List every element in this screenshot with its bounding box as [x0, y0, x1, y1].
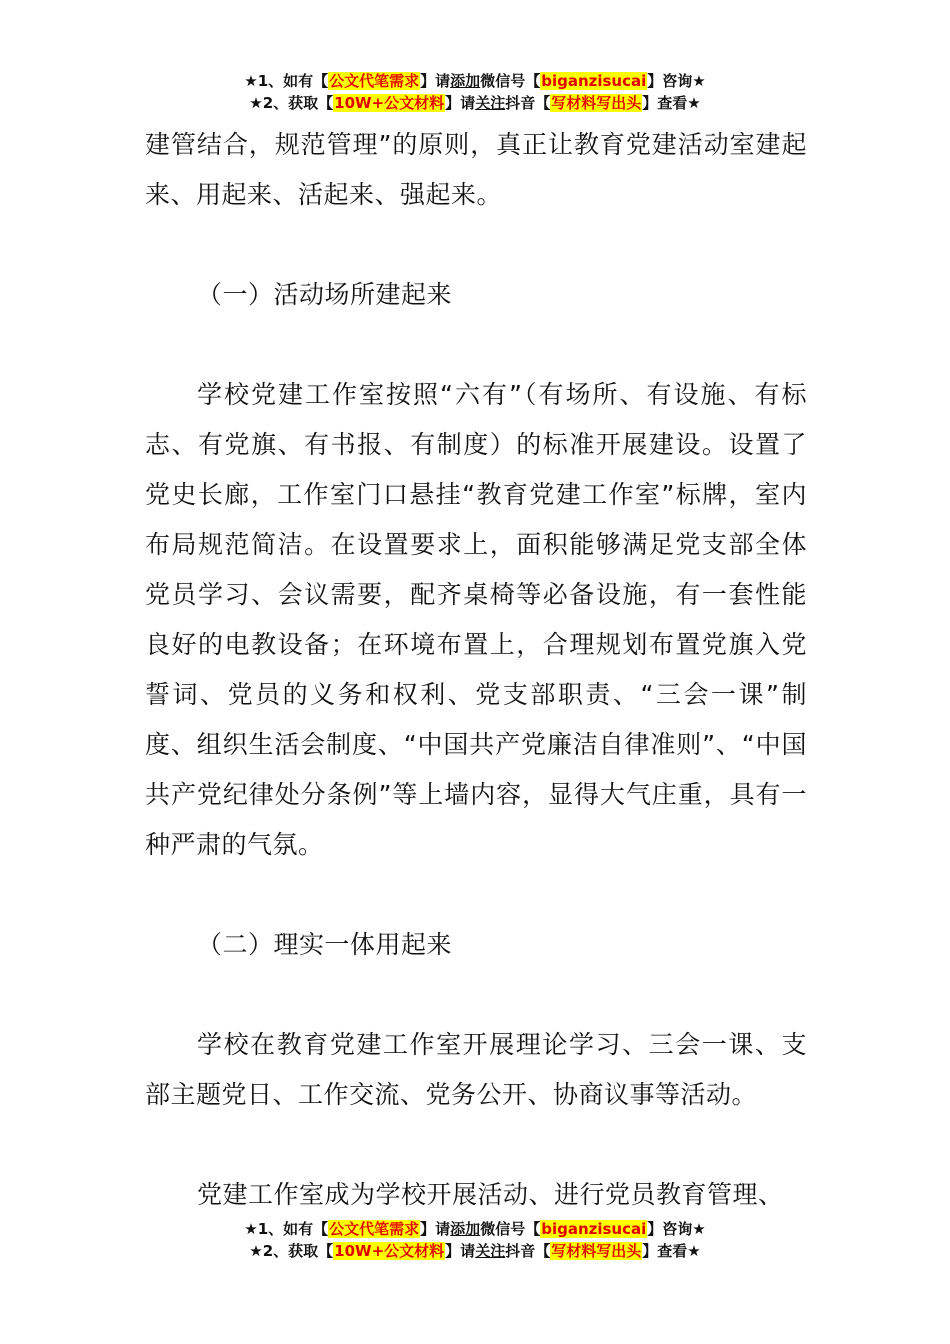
banner-text: 微信号【: [480, 1220, 541, 1238]
banner-text: 1、如有【: [257, 72, 329, 90]
star-icon: ★: [249, 94, 263, 112]
star-icon: ★: [692, 1220, 706, 1238]
highlight-service: 公文代笔需求: [329, 72, 420, 90]
banner-text: 】请: [445, 1242, 476, 1260]
banner-text: 】请: [445, 94, 476, 112]
star-icon: ★: [687, 94, 701, 112]
section-heading-1: （一）活动场所建起来: [197, 280, 453, 309]
emphasis-text: 关注: [475, 94, 506, 112]
banner-text: 】咨询: [647, 72, 693, 90]
banner-text: 2、获取【: [262, 94, 334, 112]
emphasis-text: 添加: [450, 1220, 481, 1238]
highlight-douyin: 写材料写出头: [551, 94, 642, 112]
paragraph-3: 党建工作室成为学校开展活动、进行党员教育管理、: [197, 1180, 784, 1209]
banner-text: 微信号【: [480, 72, 541, 90]
emphasis-text: 关注: [475, 1242, 506, 1260]
paragraph-1: 学校党建工作室按照“六有”（有场所、有设施、有标志、有党旗、有书报、有制度）的标准开展建设。设置了党史长廊，工作室门口悬挂“教育党建工作室”标牌，室内布局规范简洁。在设置要求上，面积能够满足党支部全体党员学习、会议需要，配齐桌椅等必备设施，有一套性能良好的电教设备；在环境布置上，合理规划布置党旗入党誓词、党员的义务和权利、党支部职责、“三会一课”制度、组织生活会制度、“中国共产党廉洁自律准则”、“中国共产党纪律处分条例”等上墙内容，显得大气庄重，具有一种严肃的气氛。: [145, 380, 807, 859]
banner-line-2: [0, 1240, 950, 1262]
highlight-service: 公文代笔需求: [329, 1220, 420, 1238]
paragraph-intro: 建管结合，规范管理”的原则，真正让教育党建活动室建起来、用起来、活起来、强起来。: [145, 130, 807, 209]
banner-text: 】请: [420, 72, 451, 90]
highlight-materials: 10W+公文材料: [334, 1242, 445, 1260]
paragraph-2: 学校在教育党建工作室开展理论学习、三会一课、支部主题党日、工作交流、党务公开、协商议事等活动。: [145, 1030, 807, 1109]
star-icon: ★: [244, 1220, 258, 1238]
banner-text: 】查看: [642, 1242, 688, 1260]
star-icon: ★: [692, 72, 706, 90]
header-banner: [0, 70, 950, 114]
banner-text: 】查看: [642, 94, 688, 112]
highlight-materials: 10W+公文材料: [334, 94, 445, 112]
banner-text: 2、获取【: [262, 1242, 334, 1260]
banner-line-1: [0, 1218, 950, 1240]
highlight-douyin: 写材料写出头: [551, 1242, 642, 1260]
star-icon: ★: [249, 1242, 263, 1260]
star-icon: ★: [687, 1242, 701, 1260]
banner-line-1: [0, 70, 950, 92]
banner-text: 】咨询: [647, 1220, 693, 1238]
banner-text: 抖音【: [505, 1242, 551, 1260]
star-icon: ★: [244, 72, 258, 90]
banner-text: 抖音【: [505, 94, 551, 112]
banner-line-2: [0, 92, 950, 114]
highlight-wechat-id: biganzisucai: [541, 72, 647, 90]
footer-banner: [0, 1218, 950, 1262]
banner-text: 1、如有【: [257, 1220, 329, 1238]
emphasis-text: 添加: [450, 72, 481, 90]
section-heading-2: （二）理实一体用起来: [197, 930, 453, 959]
document-body: [145, 120, 807, 1220]
highlight-wechat-id: biganzisucai: [541, 1220, 647, 1238]
banner-text: 】请: [420, 1220, 451, 1238]
